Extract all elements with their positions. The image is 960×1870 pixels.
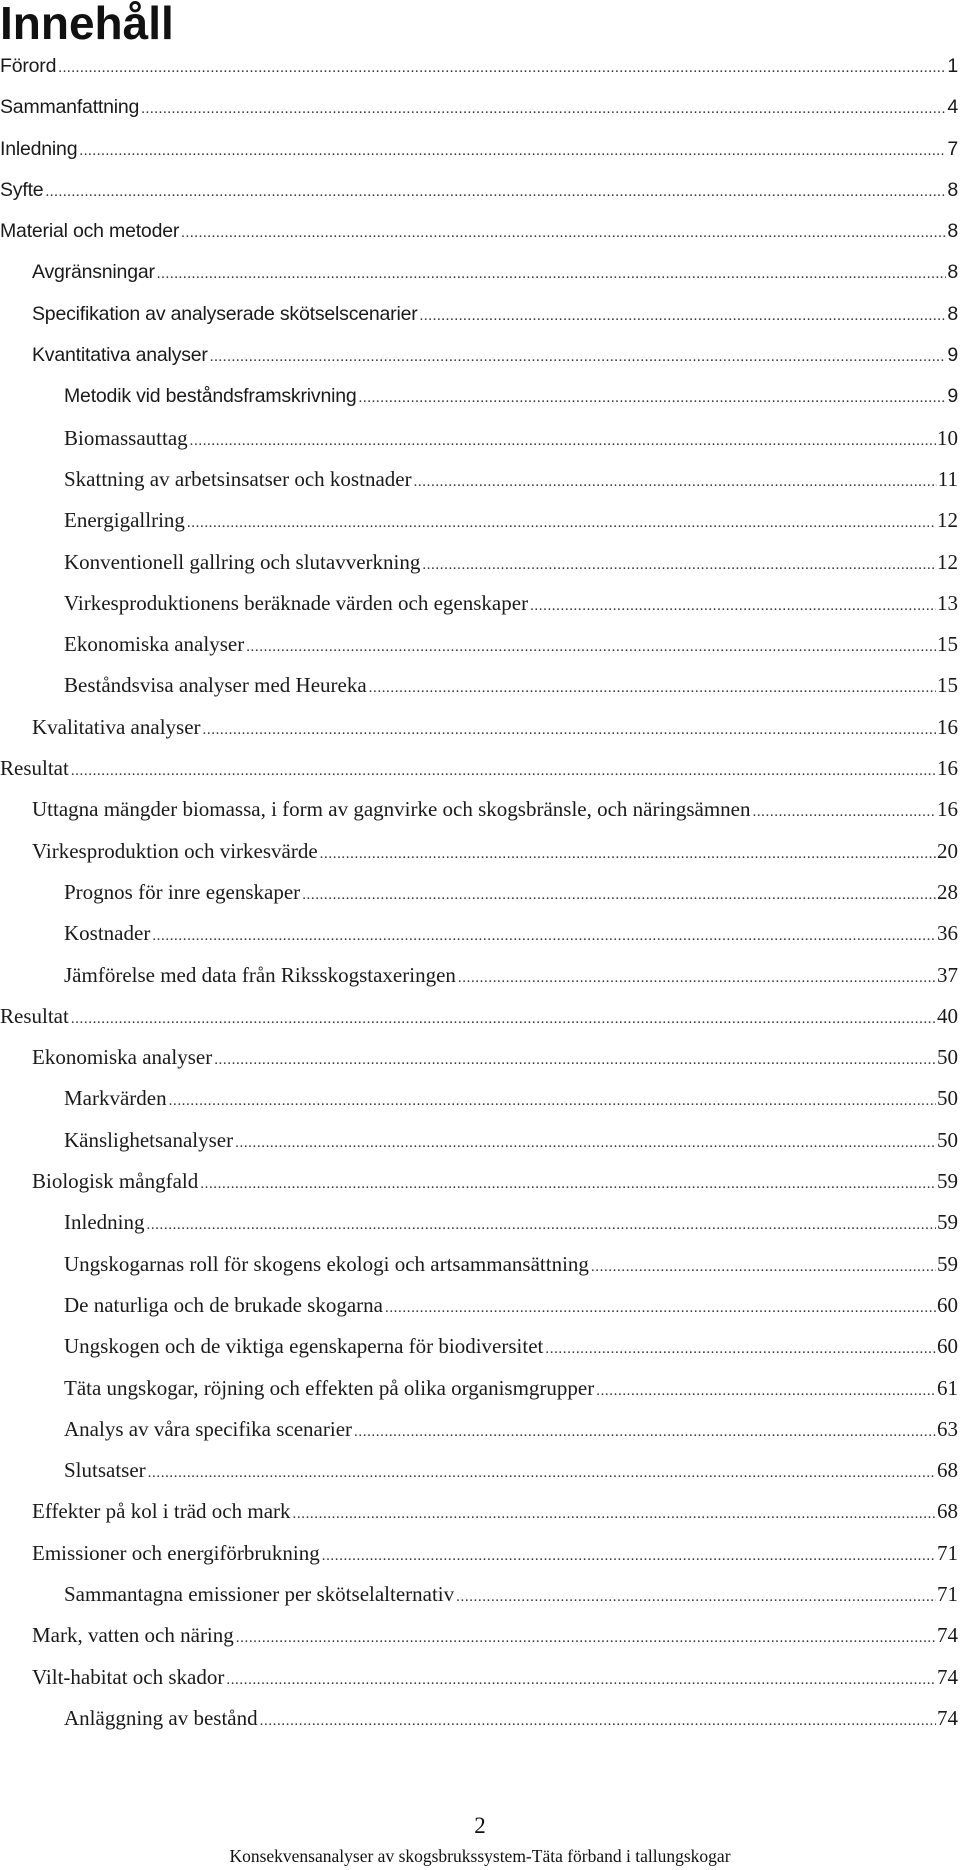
toc-entry-title: Inledning bbox=[64, 1210, 145, 1235]
toc-entry[interactable] bbox=[0, 872, 958, 913]
toc-entry-page-number: 50 bbox=[937, 1086, 958, 1111]
toc-entry-page-number: 10 bbox=[937, 425, 958, 450]
toc-entry-page-number: 60 bbox=[937, 1292, 958, 1317]
toc-entry[interactable] bbox=[0, 707, 958, 748]
toc-dot-leader bbox=[210, 337, 947, 378]
toc-entry-title: Biologisk mångfald bbox=[32, 1169, 199, 1194]
toc-entry-page-number: 59 bbox=[937, 1251, 958, 1276]
toc-dot-leader bbox=[71, 999, 936, 1040]
toc-entry-page-number: 9 bbox=[947, 385, 958, 408]
toc-entry-title: Avgränsningar bbox=[32, 261, 155, 284]
toc-dot-leader bbox=[152, 916, 936, 957]
toc-entry-title: Biomassauttag bbox=[64, 425, 188, 450]
toc-entry-page-number: 7 bbox=[947, 137, 958, 160]
toc-entry-title: Känslighetsanalyser bbox=[64, 1127, 234, 1152]
toc-entry-page-number: 74 bbox=[937, 1664, 958, 1689]
toc-entry[interactable] bbox=[0, 459, 958, 500]
toc-entry-page-number: 28 bbox=[937, 879, 958, 904]
toc-entry-title: De naturliga och de brukade skogarna bbox=[64, 1292, 383, 1317]
toc-entry-title: Metodik vid beståndsframskrivning bbox=[64, 385, 357, 408]
toc-entry-page-number: 8 bbox=[947, 178, 958, 201]
toc-dot-leader bbox=[596, 1371, 936, 1412]
toc-dot-leader bbox=[45, 172, 946, 213]
toc-dot-leader bbox=[359, 378, 947, 419]
toc-entry[interactable] bbox=[0, 252, 958, 293]
toc-entry-page-number: 50 bbox=[937, 1045, 958, 1070]
toc-entry[interactable] bbox=[0, 996, 958, 1037]
toc-entry-page-number: 60 bbox=[937, 1334, 958, 1359]
toc-entry-page-number: 13 bbox=[937, 590, 958, 615]
toc-dot-leader bbox=[260, 1701, 936, 1742]
toc-entry[interactable] bbox=[0, 1285, 958, 1326]
toc-dot-leader bbox=[190, 421, 936, 462]
toc-entry[interactable] bbox=[0, 913, 958, 954]
toc-dot-leader bbox=[200, 1164, 936, 1205]
toc-entry-page-number: 61 bbox=[937, 1375, 958, 1400]
toc-entry[interactable] bbox=[0, 1202, 958, 1243]
toc-entry[interactable] bbox=[0, 1574, 958, 1615]
toc-entry-page-number: 68 bbox=[937, 1499, 958, 1524]
toc-dot-leader bbox=[169, 1081, 936, 1122]
toc-entry[interactable] bbox=[0, 1615, 958, 1656]
toc-entry[interactable] bbox=[0, 129, 958, 170]
toc-entry-page-number: 1 bbox=[947, 55, 958, 77]
toc-dot-leader bbox=[385, 1288, 936, 1329]
toc-entry-page-number: 59 bbox=[937, 1210, 958, 1235]
toc-entry-page-number: 12 bbox=[937, 549, 958, 574]
toc-entry[interactable] bbox=[0, 1491, 958, 1532]
toc-dot-leader bbox=[226, 1660, 936, 1701]
toc-dot-leader bbox=[422, 545, 936, 586]
toc-entry-title: Förord bbox=[0, 55, 57, 77]
toc-entry[interactable] bbox=[0, 335, 958, 376]
toc-dot-leader bbox=[181, 213, 946, 254]
toc-entry[interactable] bbox=[0, 1244, 958, 1285]
toc-entry[interactable] bbox=[0, 831, 958, 872]
toc-entry-title: Kvantitativa analyser bbox=[32, 344, 208, 367]
toc-entry-page-number: 8 bbox=[947, 220, 958, 243]
footer-running-title: Konsekvensanalyser av skogsbrukssystem-Täta förband i tallungskogar bbox=[229, 1846, 731, 1866]
toc-dot-leader bbox=[354, 1412, 936, 1453]
toc-entry-title: Material och metoder bbox=[0, 220, 180, 243]
toc-dot-leader bbox=[246, 627, 936, 668]
toc-entry-title: Ungskogarnas roll för skogens ekologi och artsammansättning bbox=[64, 1251, 589, 1276]
toc-dot-leader bbox=[236, 1618, 936, 1659]
toc-entry-page-number: 63 bbox=[937, 1416, 958, 1441]
toc-entry[interactable] bbox=[0, 955, 958, 996]
toc-entry-title: Mark, vatten och näring bbox=[32, 1623, 234, 1648]
toc-dot-leader bbox=[456, 1577, 936, 1618]
toc-entry[interactable] bbox=[0, 87, 958, 128]
toc-entry-title: Effekter på kol i träd och mark bbox=[32, 1499, 291, 1524]
toc-entry-title: Inledning bbox=[0, 137, 78, 160]
toc-entry-title: Emissioner och energiförbrukning bbox=[32, 1540, 320, 1565]
toc-entry-title: Ekonomiska analyser bbox=[32, 1045, 213, 1070]
toc-entry-page-number: 74 bbox=[937, 1705, 958, 1730]
toc-entry-title: Vilt-habitat och skador bbox=[32, 1664, 225, 1689]
toc-entry-page-number: 20 bbox=[937, 838, 958, 863]
toc-entry-page-number: 12 bbox=[937, 508, 958, 533]
toc-entry-page-number: 11 bbox=[937, 466, 958, 491]
toc-dot-leader bbox=[203, 710, 936, 751]
toc-entry-title: Specifikation av analyserade skötselscenarier bbox=[32, 302, 418, 325]
toc-entry[interactable] bbox=[0, 665, 958, 706]
toc-entry-title: Sammantagna emissioner per skötselalternativ bbox=[64, 1581, 455, 1606]
toc-entry[interactable] bbox=[0, 1078, 958, 1119]
toc-entry-page-number: 68 bbox=[937, 1458, 958, 1483]
toc-dot-leader bbox=[322, 1536, 936, 1577]
toc-entry-title: Uttagna mängder biomassa, i form av gagnvirke och skogsbränsle, och näringsämnen bbox=[32, 797, 751, 822]
toc-entry[interactable] bbox=[0, 1657, 958, 1698]
toc-dot-leader bbox=[458, 958, 936, 999]
toc-entry[interactable] bbox=[0, 500, 958, 541]
toc-entry-page-number: 16 bbox=[937, 756, 958, 781]
toc-entry[interactable] bbox=[0, 748, 958, 789]
toc-dot-leader bbox=[141, 89, 946, 130]
toc-entry-title: Täta ungskogar, röjning och effekten på olika organismgrupper bbox=[64, 1375, 595, 1400]
toc-dot-leader bbox=[545, 1329, 936, 1370]
toc-entry-title: Virkesproduktion och virkesvärde bbox=[32, 838, 318, 863]
toc-dot-leader bbox=[157, 254, 947, 295]
toc-dot-leader bbox=[148, 1453, 936, 1494]
toc-dot-leader bbox=[71, 751, 936, 792]
toc-entry-title: Anläggning av bestånd bbox=[64, 1705, 258, 1730]
toc-entry[interactable] bbox=[0, 418, 958, 459]
toc-dot-leader bbox=[214, 1040, 936, 1081]
toc-entry[interactable] bbox=[0, 1698, 958, 1739]
toc-dot-leader bbox=[369, 668, 936, 709]
toc-entry-title: Resultat bbox=[0, 1003, 69, 1028]
toc-dot-leader bbox=[320, 834, 936, 875]
toc-entry-page-number: 74 bbox=[937, 1623, 958, 1648]
toc-entry-title: Energigallring bbox=[64, 508, 185, 533]
toc-dot-leader bbox=[293, 1494, 936, 1535]
toc-entry-title: Ekonomiska analyser bbox=[64, 632, 245, 657]
toc-entry-page-number: 9 bbox=[947, 344, 958, 367]
toc-entry[interactable] bbox=[0, 624, 958, 665]
toc-entry-page-number: 40 bbox=[937, 1003, 958, 1028]
toc-dot-leader bbox=[530, 586, 936, 627]
toc-dot-leader bbox=[58, 48, 946, 89]
toc-entry-page-number: 59 bbox=[937, 1169, 958, 1194]
toc-entry-page-number: 8 bbox=[947, 261, 958, 284]
toc-entry-title: Resultat bbox=[0, 756, 69, 781]
toc-dot-leader bbox=[752, 792, 936, 833]
toc-entry[interactable] bbox=[0, 294, 958, 335]
toc-entry-title: Analys av våra specifika scenarier bbox=[64, 1416, 353, 1441]
toc-dot-leader bbox=[235, 1123, 936, 1164]
toc-entry-page-number: 71 bbox=[937, 1540, 958, 1565]
toc-entry-page-number: 16 bbox=[937, 714, 958, 739]
toc-entry[interactable] bbox=[0, 1409, 958, 1450]
toc-entry-title: Sammanfattning bbox=[0, 96, 140, 119]
toc-entry-title: Kostnader bbox=[64, 921, 151, 946]
toc-entry-title: Skattning av arbetsinsatser och kostnader bbox=[64, 466, 412, 491]
toc-entry[interactable] bbox=[0, 376, 958, 417]
toc-entry-title: Konventionell gallring och slutavverkning bbox=[64, 549, 421, 574]
toc-entry[interactable] bbox=[0, 1037, 958, 1078]
toc-dot-leader bbox=[146, 1205, 936, 1246]
toc-entry[interactable] bbox=[0, 1161, 958, 1202]
toc-entry-title: Jämförelse med data från Riksskogstaxeringen bbox=[64, 962, 456, 987]
toc-entry[interactable] bbox=[0, 1368, 958, 1409]
toc-entry-page-number: 15 bbox=[937, 632, 958, 657]
toc-entry-title: Ungskogen och de viktiga egenskaperna för biodiversitet bbox=[64, 1334, 544, 1359]
footer-page-number: 2 bbox=[474, 1813, 486, 1838]
toc-entry-title: Kvalitativa analyser bbox=[32, 714, 201, 739]
toc-entry-title: Syfte bbox=[0, 178, 44, 201]
toc-dot-leader bbox=[302, 875, 936, 916]
toc-entry-title: Slutsatser bbox=[64, 1458, 146, 1483]
toc-entry-title: Markvärden bbox=[64, 1086, 167, 1111]
toc-dot-leader bbox=[79, 131, 946, 172]
table-of-contents bbox=[0, 46, 958, 1739]
toc-entry[interactable] bbox=[0, 1120, 958, 1161]
toc-entry-page-number: 37 bbox=[937, 962, 958, 987]
toc-entry[interactable] bbox=[0, 170, 958, 211]
toc-entry-page-number: 4 bbox=[947, 96, 958, 119]
toc-dot-leader bbox=[414, 462, 937, 503]
toc-entry-page-number: 16 bbox=[937, 797, 958, 822]
toc-entry[interactable] bbox=[0, 1533, 958, 1574]
toc-entry-title: Virkesproduktionens beräknade värden och egenskaper bbox=[64, 590, 529, 615]
toc-entry-page-number: 71 bbox=[937, 1581, 958, 1606]
toc-entry[interactable] bbox=[0, 789, 958, 830]
toc-entry[interactable] bbox=[0, 211, 958, 252]
toc-dot-leader bbox=[420, 296, 947, 337]
toc-entry-page-number: 8 bbox=[947, 302, 958, 325]
toc-entry-page-number: 50 bbox=[937, 1127, 958, 1152]
toc-dot-leader bbox=[187, 503, 936, 544]
toc-entry[interactable] bbox=[0, 1326, 958, 1367]
toc-dot-leader bbox=[591, 1247, 936, 1288]
toc-entry[interactable] bbox=[0, 542, 958, 583]
toc-heading: Innehåll bbox=[0, 0, 174, 49]
toc-entry-page-number: 15 bbox=[937, 673, 958, 698]
toc-entry-title: Beståndsvisa analyser med Heureka bbox=[64, 673, 367, 698]
toc-entry-page-number: 36 bbox=[937, 921, 958, 946]
toc-entry[interactable] bbox=[0, 583, 958, 624]
toc-entry[interactable] bbox=[0, 46, 958, 87]
toc-entry-title: Prognos för inre egenskaper bbox=[64, 879, 301, 904]
toc-entry[interactable] bbox=[0, 1450, 958, 1491]
